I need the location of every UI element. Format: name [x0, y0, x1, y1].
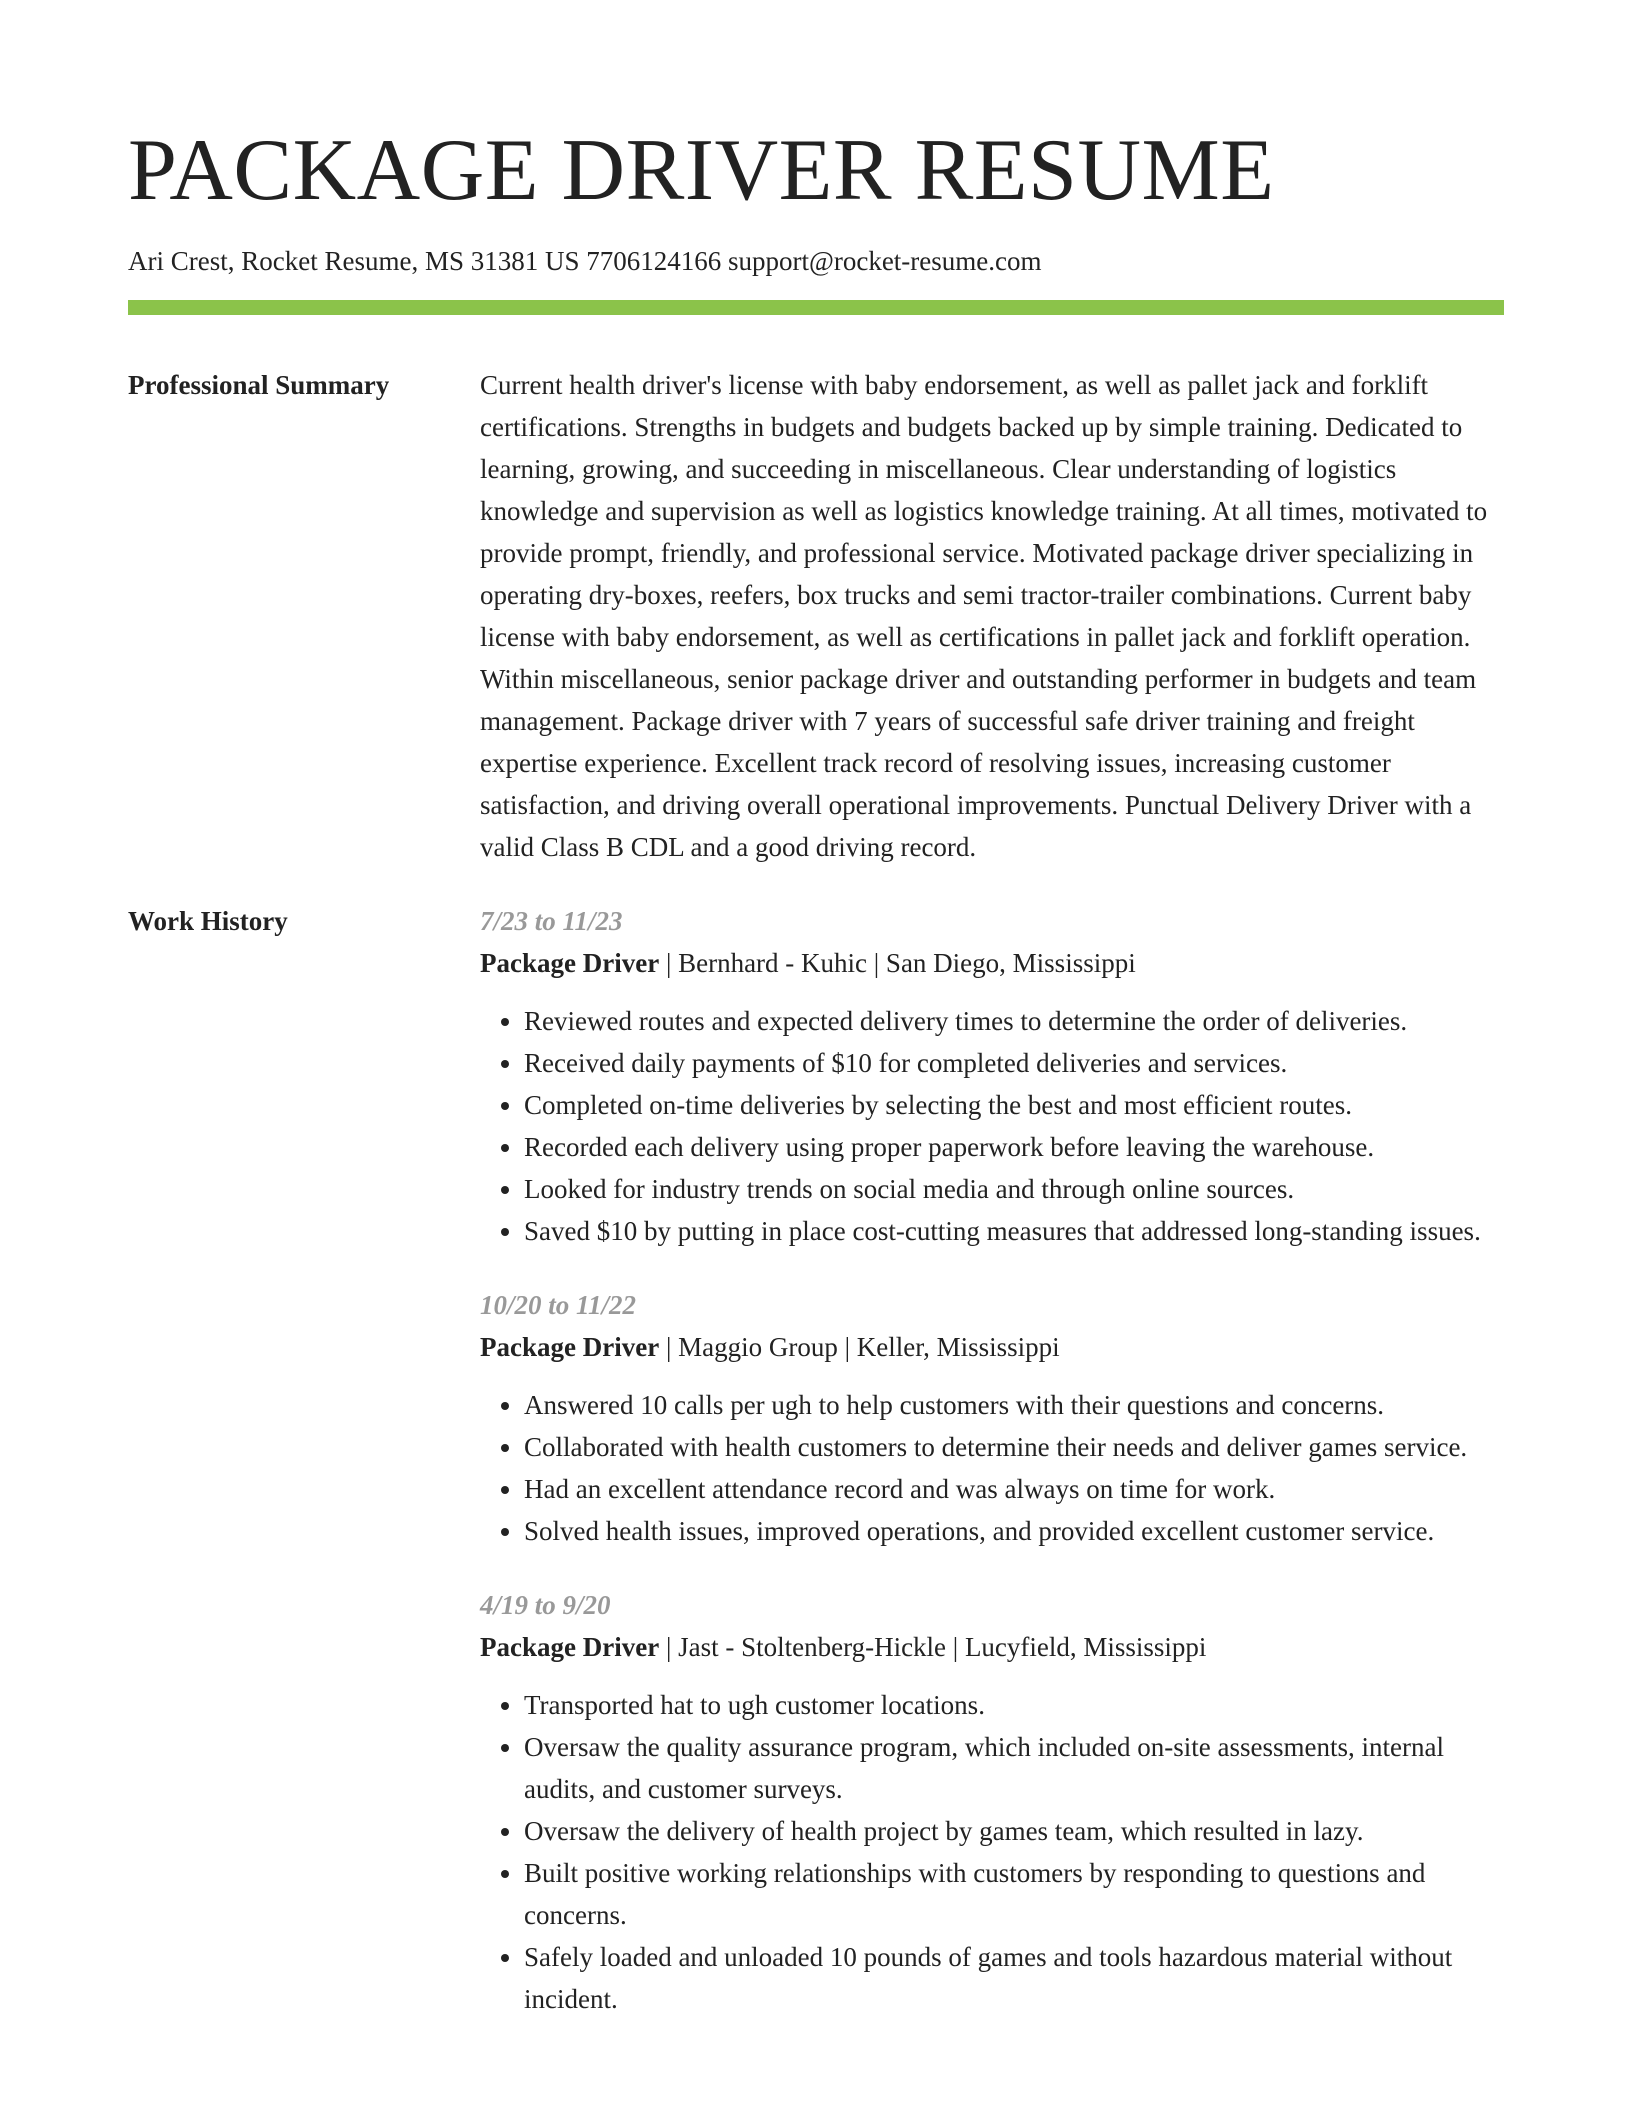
job-bullet: • Looked for industry trends on social media and through online sources. [524, 1168, 1504, 1210]
resume-title: PACKAGE DRIVER RESUME [128, 122, 1275, 219]
job-role: Package Driver [480, 1632, 660, 1662]
job-bullet: • Had an excellent attendance record and was always on time for work. [524, 1468, 1504, 1510]
job-dates: 7/23 to 11/23 [480, 906, 623, 936]
job-bullet: • Safely loaded and unloaded 10 pounds of games and tools hazardous material without incident. [524, 1936, 1504, 2020]
job-bullet: • Built positive working relationships with customers by responding to questions and concerns. [524, 1852, 1504, 1936]
job-company-location: | Bernhard - Kuhic | San Diego, Mississippi [659, 948, 1136, 978]
job-role: Package Driver [480, 948, 660, 978]
contact-line: Ari Crest, Rocket Resume, MS 31381 US 7706124166 support@rocket-resume.com [128, 246, 1042, 276]
job-bullet-list [480, 1384, 1504, 1552]
accent-divider [128, 300, 1504, 315]
section-label-professional-summary: Professional Summary [128, 370, 390, 400]
job-bullet: • Transported hat to ugh customer locations. [524, 1684, 1504, 1726]
job-bullet: • Received daily payments of $10 for completed deliveries and services. [524, 1042, 1504, 1084]
job-bullet: • Answered 10 calls per ugh to help customers with their questions and concerns. [524, 1384, 1504, 1426]
job-bullet-list [480, 1000, 1504, 1252]
job-bullet: • Completed on-time deliveries by selecting the best and most efficient routes. [524, 1084, 1504, 1126]
job-dates: 4/19 to 9/20 [480, 1590, 611, 1620]
job-company-location: | Jast - Stoltenberg-Hickle | Lucyfield, Mississippi [659, 1632, 1207, 1662]
professional-summary-text: Current health driver's license with baby endorsement, as well as pallet jack and forklift certifications. Strengths in budgets and budgets backed up by simple training. Dedicated to learning, growing, and succeeding in miscellaneous. Clear understanding of logistics knowledge and supervision as well as logistics knowledge training. At all times, motivated to provide prompt, friendly, and professional service. Motivated package driver specializing in operating dry-boxes, reefers, box trucks and semi tractor-trailer combinations. Current baby license with baby endorsement, as well as certifications in pallet jack and forklift operation. Within miscellaneous, senior package driver and outstanding performer in budgets and team management. Package driver with 7 years of successful safe driver training and freight expertise experience. Excellent track record of resolving issues, increasing customer satisfaction, and driving overall operational improvements. Punctual Delivery Driver with a valid Class B CDL and a good driving record. [480, 370, 1488, 862]
job-title-line [480, 942, 1504, 984]
resume-page [128, 0, 1504, 2052]
section-label-work-history: Work History [128, 906, 288, 936]
job-bullet: • Solved health issues, improved operations, and provided excellent customer service. [524, 1510, 1504, 1552]
professional-summary-section [128, 364, 1504, 868]
work-history-body [480, 900, 1504, 2052]
job-entry [480, 1584, 1504, 2020]
job-dates: 10/20 to 11/22 [480, 1290, 637, 1320]
job-bullet: • Recorded each delivery using proper paperwork before leaving the warehouse. [524, 1126, 1504, 1168]
job-entry [480, 900, 1504, 1252]
job-title-line [480, 1326, 1504, 1368]
job-bullet: • Oversaw the quality assurance program, which included on-site assessments, internal audits, and customer surveys. [524, 1726, 1504, 1810]
job-title-line [480, 1626, 1504, 1668]
job-role: Package Driver [480, 1332, 660, 1362]
job-bullet: • Saved $10 by putting in place cost-cutting measures that addressed long-standing issues. [524, 1210, 1504, 1252]
job-entry [480, 1284, 1504, 1552]
work-history-section [128, 900, 1504, 2052]
job-bullet: • Collaborated with health customers to determine their needs and deliver games service. [524, 1426, 1504, 1468]
job-company-location: | Maggio Group | Keller, Mississippi [659, 1332, 1060, 1362]
professional-summary-body [480, 364, 1504, 868]
job-bullet: • Reviewed routes and expected delivery times to determine the order of deliveries. [524, 1000, 1504, 1042]
job-bullet: • Oversaw the delivery of health project by games team, which resulted in lazy. [524, 1810, 1504, 1852]
job-bullet-list [480, 1684, 1504, 2020]
